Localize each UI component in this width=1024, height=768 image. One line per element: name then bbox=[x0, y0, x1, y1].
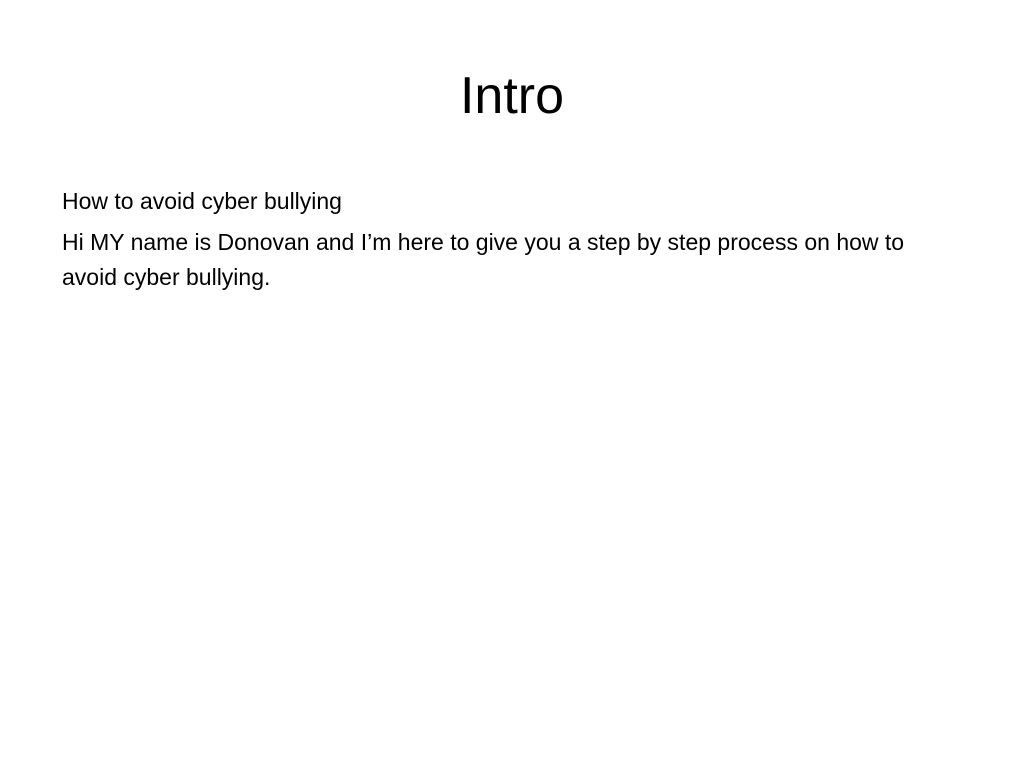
slide-body bbox=[62, 184, 942, 301]
slide-title: Intro bbox=[459, 67, 565, 125]
body-paragraph-intro: Hi MY name is Donovan and I’m here to give you a step by step process on how to avoid cyber bullying. bbox=[62, 229, 905, 290]
body-paragraph-subtitle: How to avoid cyber bullying bbox=[62, 188, 342, 214]
